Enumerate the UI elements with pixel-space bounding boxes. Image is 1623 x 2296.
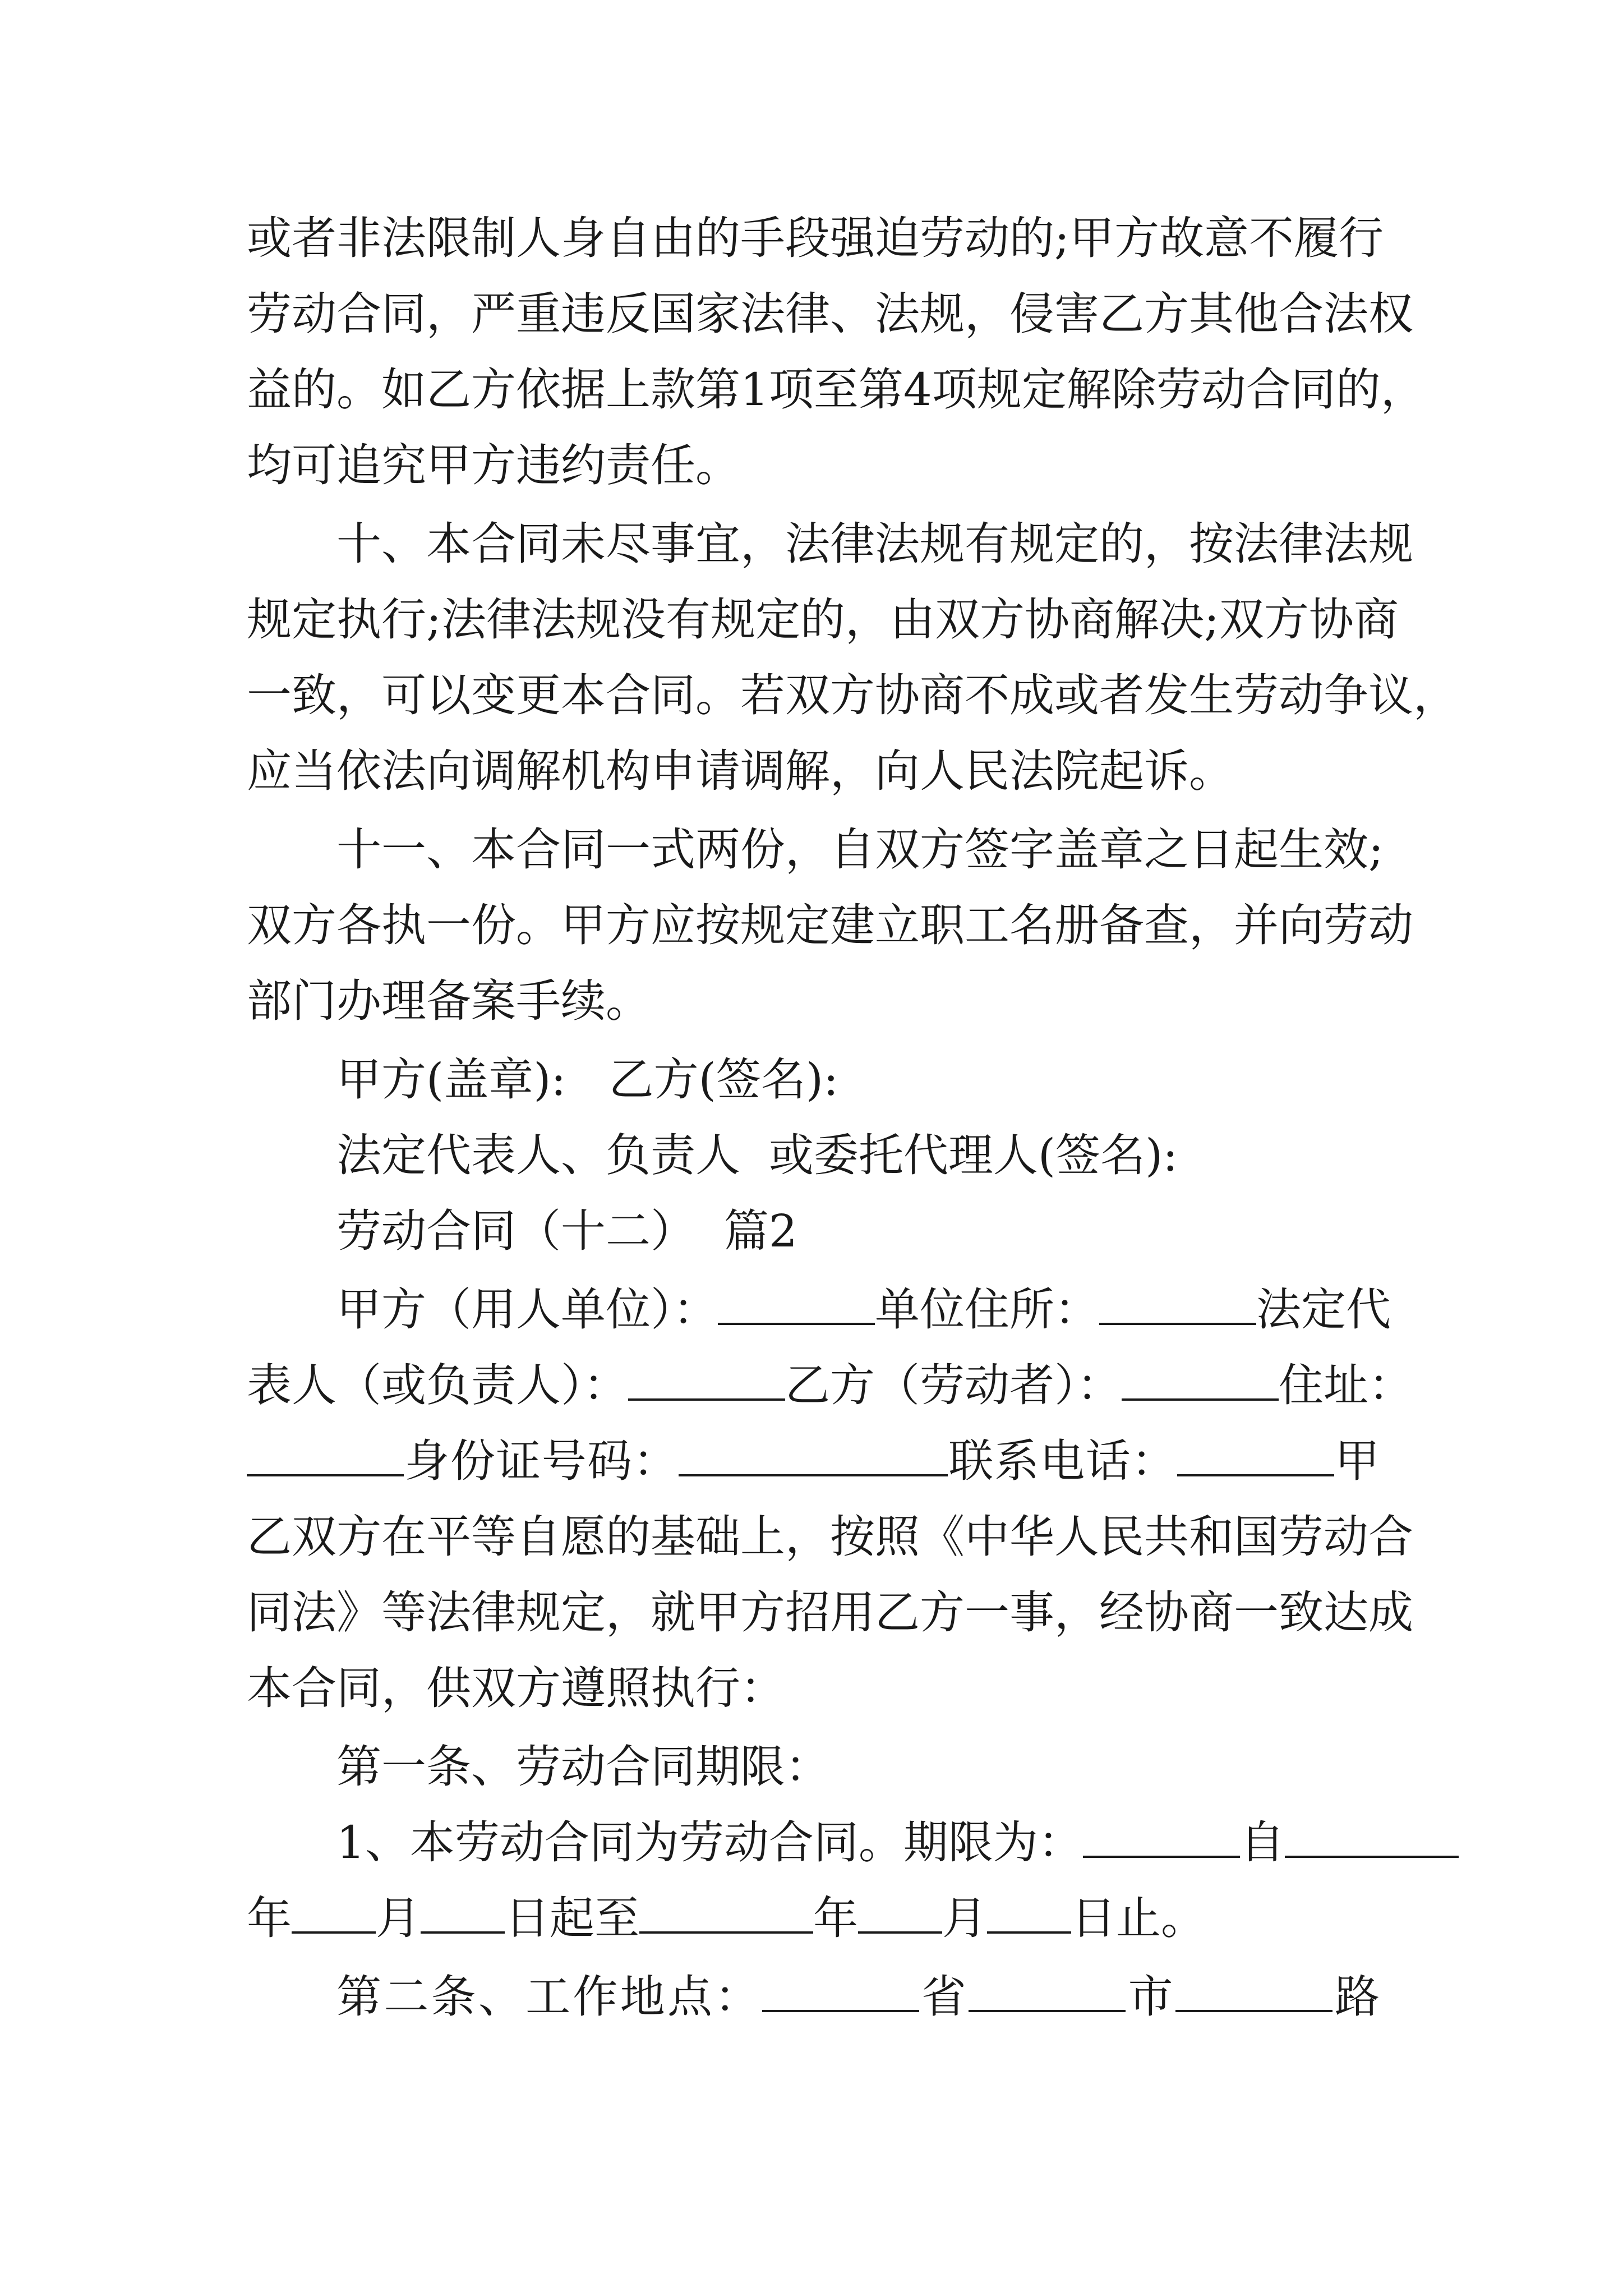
paragraph-line bbox=[247, 970, 1380, 1032]
text: 或者非法限制人身自由的手段强迫劳动的;甲方故意不履行 bbox=[247, 212, 1384, 264]
section-heading bbox=[336, 1200, 1380, 1262]
blank-field bbox=[421, 1892, 505, 1934]
paragraph-line bbox=[247, 435, 1380, 496]
paragraph-line bbox=[247, 1506, 1413, 1568]
text: 单位住所： bbox=[875, 1283, 1099, 1336]
text: 省 bbox=[919, 1971, 969, 2023]
text: 市 bbox=[1126, 1971, 1175, 2023]
paragraph-line bbox=[247, 1888, 1380, 1949]
paragraph-line bbox=[247, 895, 1413, 956]
blank-field bbox=[292, 1892, 376, 1934]
blank-field bbox=[639, 1892, 813, 1934]
blank-field bbox=[1122, 1359, 1279, 1401]
text: 一致，可以变更本合同。若双方协商不成或者发生劳动争议， bbox=[247, 669, 1458, 721]
blank-field bbox=[762, 1971, 919, 2012]
text: 年 bbox=[813, 1892, 858, 1944]
text: 日止。 bbox=[1071, 1892, 1206, 1944]
text: 部门办理备案手续。 bbox=[247, 975, 651, 1027]
paragraph-line bbox=[336, 1966, 1380, 2028]
text: 1、本劳动合同为劳动合同。期限为： bbox=[336, 1816, 1083, 1869]
signature-line bbox=[336, 1125, 1380, 1186]
text: 路 bbox=[1332, 1971, 1380, 2023]
paragraph-line bbox=[336, 513, 1413, 575]
paragraph-line bbox=[247, 359, 1426, 421]
text: 自 bbox=[1239, 1816, 1285, 1869]
paragraph-line bbox=[247, 740, 1380, 802]
paragraph-line bbox=[336, 1812, 1380, 1874]
text: 法定代 bbox=[1256, 1283, 1391, 1336]
blank-field bbox=[1177, 1435, 1334, 1476]
text: 乙双方在平等自愿的基础上，按照《中华人民共和国劳动合 bbox=[247, 1511, 1413, 1563]
text: 第二条、工作地点： bbox=[336, 1971, 762, 2023]
text: 均可追究甲方违约责任。 bbox=[247, 439, 740, 491]
text: 劳动合同，严重违反国家法律、法规，侵害乙方其他合法权 bbox=[247, 288, 1413, 340]
text: 同法》等法律规定，就甲方招用乙方一事，经协商一致达成 bbox=[247, 1586, 1413, 1639]
paragraph-line bbox=[247, 665, 1458, 726]
paragraph-line bbox=[247, 208, 1384, 269]
text: 十、本合同未尽事宜，法律法规有规定的，按法律法规 bbox=[336, 518, 1413, 570]
article-title bbox=[336, 1736, 1380, 1798]
paragraph-line bbox=[247, 1355, 1413, 1416]
text: 第一条、劳动合同期限： bbox=[336, 1741, 830, 1793]
blank-field bbox=[1175, 1971, 1332, 2012]
blank-field bbox=[628, 1359, 785, 1401]
text: 住址： bbox=[1279, 1359, 1413, 1411]
blank-field bbox=[718, 1283, 875, 1325]
text: 表人（或负责人）： bbox=[247, 1359, 628, 1411]
text: 法定代表人、负责人 或委托代理人(签名): bbox=[336, 1129, 1178, 1181]
blank-field bbox=[969, 1971, 1126, 2012]
text: 本合同，供双方遵照执行： bbox=[247, 1662, 785, 1714]
blank-field bbox=[1099, 1283, 1256, 1325]
text: 十一、本合同一式两份，自双方签字盖章之日起生效; bbox=[336, 823, 1384, 876]
paragraph-line bbox=[247, 589, 1399, 651]
signature-line bbox=[336, 1049, 1380, 1111]
paragraph-line bbox=[247, 1582, 1413, 1644]
text: 双方各执一份。甲方应按规定建立职工名册备查，并向劳动 bbox=[247, 899, 1413, 951]
paragraph-line bbox=[247, 1658, 1380, 1719]
text: 甲 bbox=[1334, 1435, 1380, 1487]
text: 规定执行;法律法规没有规定的，由双方协商解决;双方协商 bbox=[247, 593, 1399, 646]
text: 月 bbox=[376, 1892, 421, 1944]
text: 年 bbox=[247, 1892, 292, 1944]
blank-field bbox=[858, 1892, 942, 1934]
text: 乙方（劳动者）： bbox=[785, 1359, 1122, 1411]
text: 联系电话： bbox=[948, 1435, 1177, 1487]
blank-field bbox=[987, 1892, 1071, 1934]
blank-field bbox=[1083, 1816, 1240, 1858]
blank-field bbox=[1285, 1816, 1459, 1858]
text: 身份证号码： bbox=[404, 1435, 679, 1487]
paragraph-line bbox=[247, 283, 1413, 345]
paragraph-line bbox=[336, 1279, 1391, 1341]
text: 甲方(盖章): 乙方(签名): bbox=[336, 1053, 839, 1106]
text: 劳动合同（十二） 篇2 bbox=[336, 1205, 797, 1257]
text: 益的。如乙方依据上款第1项至第4项规定解除劳动合同的， bbox=[247, 364, 1426, 416]
text: 月 bbox=[942, 1892, 987, 1944]
text: 日起至 bbox=[505, 1892, 639, 1944]
paragraph-line bbox=[247, 1430, 1380, 1492]
text: 甲方（用人单位）： bbox=[336, 1283, 718, 1336]
text: 应当依法向调解机构申请调解，向人民法院起诉。 bbox=[247, 745, 1234, 797]
blank-field bbox=[679, 1435, 948, 1476]
blank-field bbox=[247, 1435, 404, 1476]
paragraph-line bbox=[336, 819, 1384, 881]
